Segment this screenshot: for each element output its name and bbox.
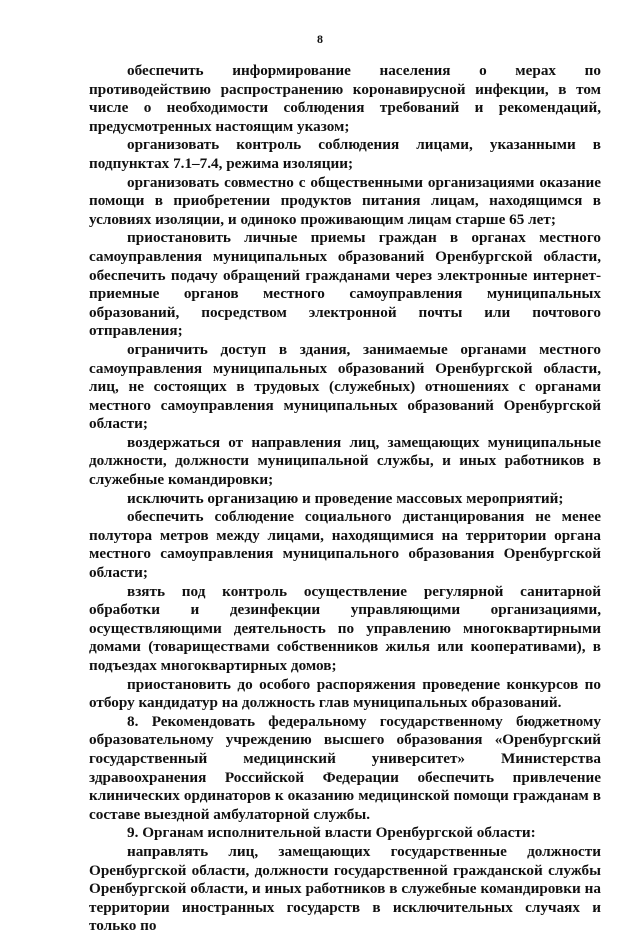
- paragraph-inform-population: обеспечить информирование населения о мерах по противодействию распространению коронавирусной инфекции, в том числе о необходимости соблюдения требований и рекомендаций, предусмотренных настоящим указом;: [89, 62, 601, 135]
- paragraph-foreign-trips: направлять лиц, замещающих государственные должности Оренбургской области, должности государственной гражданской службы Оренбургской области, и иных работников в служебные командировки на территории иностранных государств в исключительных случаях и только по: [89, 842, 601, 935]
- document-body: [89, 62, 601, 936]
- paragraph-suspend-receptions: приостановить личные приемы граждан в органах местного самоуправления муниципальных образований Оренбургской области, обеспечить подачу обращений гражданами через электронные интернет-приемные органов местного самоуправления муниципальных образований, посредством электронной почты или почтового отправления;: [89, 229, 601, 340]
- paragraph-isolation-control: организовать контроль соблюдения лицами, указанными в подпунктах 7.1–7.4, режима изоляции;: [89, 136, 601, 172]
- paragraph-suspend-contests: приостановить до особого распоряжения проведение конкурсов по отбору кандидатур на должность глав муниципальных образований.: [89, 675, 601, 712]
- paragraph-disinfection: взять под контроль осуществление регулярной санитарной обработки и дезинфекции управляющими организациями, осуществляющими деятельность по управлению многоквартирными домами (товариществами собственников жилья или кооперативами), в подъездах многоквартирных домов;: [89, 582, 601, 674]
- paragraph-business-trips: воздержаться от направления лиц, замещающих муниципальные должности, должности муниципальной службы, и иных работников в служебные командировки;: [89, 433, 601, 489]
- paragraph-restrict-access: ограничить доступ в здания, занимаемые органами местного самоуправления муниципальных образований Оренбургской области, лиц, не состоящих в трудовых (служебных) отношениях с органами местного самоуправления муниципальных образований Оренбургской области;: [89, 340, 601, 433]
- paragraph-mass-events: исключить организацию и проведение массовых мероприятий;: [127, 489, 564, 507]
- paragraph-item-8: 8. Рекомендовать федеральному государственному бюджетному образовательному учреждению высшего образования «Оренбургский государственный медицинский университет» Министерства здравоохранения Российской Федерации обеспечить привлечение клинических ординаторов к оказанию медицинской помощи гражданам в составе выездной амбулаторной службы.: [89, 712, 601, 823]
- paragraph-food-assistance: организовать совместно с общественными организациями оказание помощи в приобретении продуктов питания лицам, находящимся в условиях изоляции, и одиноко проживающим лицам старше 65 лет;: [89, 173, 601, 228]
- page-number: 8: [317, 32, 323, 46]
- paragraph-item-9: 9. Органам исполнительной власти Оренбургской области:: [127, 824, 536, 842]
- paragraph-social-distancing: обеспечить соблюдение социального дистанцирования не менее полутора метров между лицами, находящимися на территории органа местного самоуправления муниципального образования Оренбургской области;: [89, 508, 601, 582]
